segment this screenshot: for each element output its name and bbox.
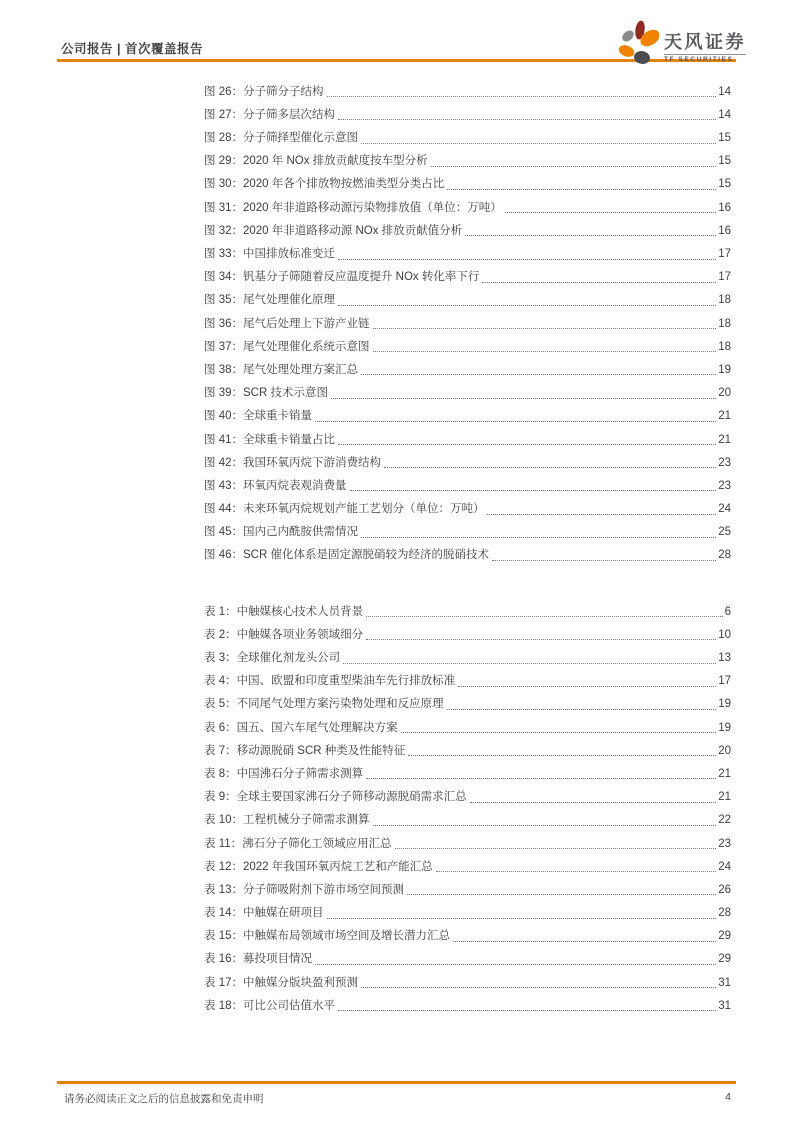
toc-entry-label: 表 16：募投项目情况 <box>204 953 312 966</box>
toc-entry-label: 表 10：工程机械分子筛需求测算 <box>204 814 370 827</box>
toc-entry-page: 17 <box>718 271 731 284</box>
figure-toc-entry[interactable] <box>204 312 731 335</box>
toc-entry-page: 19 <box>718 698 731 711</box>
toc-entry-page: 20 <box>718 744 731 757</box>
toc-entry-page: 16 <box>718 201 731 214</box>
toc-entry-page: 23 <box>718 837 731 850</box>
table-toc-entry[interactable] <box>204 670 731 693</box>
toc-entry-label: 图 35：尾气处理催化原理 <box>204 294 335 307</box>
dot-leader <box>327 918 717 919</box>
toc-entry-page: 31 <box>718 999 731 1012</box>
toc-entry-page: 14 <box>718 85 731 98</box>
dot-leader <box>366 616 723 617</box>
figure-toc-entry[interactable] <box>204 242 731 265</box>
toc-entry-page: 10 <box>718 628 731 641</box>
dot-leader <box>465 235 716 236</box>
toc-entry-label: 表 4：中国、欧盟和印度重型柴油车先行排放标准 <box>204 675 456 688</box>
toc-entry-label: 图 31：2020 年非道路移动源污染物排放值（单位：万吨） <box>204 201 502 214</box>
table-toc-entry[interactable] <box>204 948 731 971</box>
dot-leader <box>366 778 716 779</box>
dot-leader <box>436 871 716 872</box>
toc-entry-label: 图 32：2020 年非道路移动源 NOx 排放贡献值分析 <box>204 224 463 237</box>
toc-entry-page: 21 <box>718 767 731 780</box>
toc-entry-page: 21 <box>718 433 731 446</box>
figure-toc-list <box>204 80 731 567</box>
table-toc-entry[interactable] <box>204 785 731 808</box>
toc-entry-page: 17 <box>718 675 731 688</box>
toc-entry-page: 18 <box>718 294 731 307</box>
dot-leader <box>338 119 716 120</box>
toc-entry-page: 15 <box>718 132 731 145</box>
toc-entry-label: 表 18：可比公司估值水平 <box>204 999 335 1012</box>
toc-entry-page: 14 <box>718 108 731 121</box>
toc-entry-page: 13 <box>718 652 731 664</box>
toc-entry-label: 图 40：全球重卡销量 <box>204 410 312 423</box>
figure-toc-entry[interactable] <box>204 196 731 219</box>
table-toc-entry[interactable] <box>204 600 731 623</box>
toc-entry-label: 表 1：中触媒核心技术人员背景 <box>204 605 364 618</box>
dot-leader <box>458 686 716 687</box>
toc-entry-label: 表 7：移动源脱硝 SCR 种类及性能特征 <box>204 744 406 757</box>
table-toc-entry[interactable] <box>204 878 731 901</box>
toc-entry-label: 图 44：未来环氧丙烷规划产能工艺划分（单位：万吨） <box>204 503 485 516</box>
dot-leader <box>361 374 716 375</box>
figure-toc-entry[interactable] <box>204 474 731 497</box>
toc-entry-label: 图 26：分子筛分子结构 <box>204 85 324 98</box>
toc-entry-label: 图 28：分子筛择型催化示意图 <box>204 132 358 145</box>
toc-entry-label: 表 12：2022 年我国环氧丙烷工艺和产能汇总 <box>204 860 433 873</box>
toc-entry-label: 表 3：全球催化剂龙头公司 <box>204 652 341 664</box>
figure-toc-entry[interactable] <box>204 173 731 196</box>
dot-leader <box>338 259 716 260</box>
dot-leader <box>505 212 716 213</box>
toc-entry-page: 19 <box>718 721 731 734</box>
dot-leader <box>408 755 716 756</box>
dot-leader <box>407 894 716 895</box>
table-toc-entry[interactable] <box>204 994 731 1017</box>
dot-leader <box>431 166 717 167</box>
toc-entry-page: 18 <box>718 340 731 353</box>
toc-entry-page: 21 <box>718 410 731 423</box>
dot-leader <box>350 490 717 491</box>
table-toc-entry[interactable] <box>204 832 731 855</box>
figure-toc-entry[interactable] <box>204 521 731 544</box>
dot-leader <box>315 964 716 965</box>
dot-leader <box>338 305 716 306</box>
toc-entry-label: 图 41：全球重卡销量占比 <box>204 433 335 446</box>
dot-leader <box>361 537 716 538</box>
toc-entry-label: 图 27：分子筛多层次结构 <box>204 108 335 121</box>
dot-leader <box>315 421 716 422</box>
toc-entry-page: 24 <box>718 860 731 873</box>
toc-entry-label: 图 37：尾气处理催化系统示意图 <box>204 340 370 353</box>
toc-entry-label: 表 17：中触媒分版块盈利预测 <box>204 976 358 989</box>
toc-entry-page: 19 <box>718 363 731 376</box>
toc-entry-label: 表 14：中触媒在研项目 <box>204 907 324 920</box>
toc-entry-page: 17 <box>718 248 731 260</box>
figure-toc-entry[interactable] <box>204 451 731 474</box>
toc-entry-label: 图 45：国内己内酰胺供需情况 <box>204 526 358 539</box>
toc-entry-label: 表 9：全球主要国家沸石分子筛移动源脱硝需求汇总 <box>204 791 467 804</box>
dot-leader <box>395 848 717 849</box>
table-toc-entry[interactable] <box>204 855 731 878</box>
toc-content <box>204 80 731 1017</box>
figure-toc-entry[interactable] <box>204 381 731 404</box>
brand-name: 天风证券 <box>664 32 746 52</box>
toc-entry-label: 图 30：2020 年各个排放物按燃油类型分类占比 <box>204 178 445 191</box>
toc-entry-label: 图 42：我国环氧丙烷下游消费结构 <box>204 456 381 469</box>
toc-entry-page: 18 <box>718 317 731 330</box>
figure-toc-entry[interactable] <box>204 405 731 428</box>
figure-toc-entry[interactable] <box>204 150 731 173</box>
toc-entry-page: 24 <box>718 503 731 516</box>
table-toc-entry[interactable] <box>204 623 731 646</box>
dot-leader <box>338 444 716 445</box>
figure-toc-entry[interactable] <box>204 103 731 126</box>
dot-leader <box>470 802 717 803</box>
brand-subtitle: TF SECURITIES <box>664 54 746 64</box>
toc-entry-page: 31 <box>718 976 731 989</box>
table-toc-list <box>204 600 731 1017</box>
figure-toc-entry[interactable] <box>204 80 731 103</box>
toc-entry-label: 图 29：2020 年 NOx 排放贡献度按车型分析 <box>204 155 428 168</box>
toc-entry-label: 图 43：环氧丙烷表观消费量 <box>204 479 347 492</box>
footer-divider <box>57 1081 736 1084</box>
dot-leader <box>384 467 716 468</box>
toc-entry-label: 图 39：SCR 技术示意图 <box>204 387 328 400</box>
dot-leader <box>327 96 717 97</box>
dot-leader <box>487 514 716 515</box>
brand-text <box>664 33 746 63</box>
toc-entry-label: 表 13：分子筛吸附剂下游市场空间预测 <box>204 883 404 896</box>
table-toc-entry[interactable] <box>204 925 731 948</box>
dot-leader <box>482 282 716 283</box>
tf-flower-icon <box>617 20 659 64</box>
report-type-label: 公司报告 | 首次覆盖报告 <box>61 42 203 56</box>
figure-toc-entry[interactable] <box>204 266 731 289</box>
toc-entry-page: 26 <box>718 883 731 896</box>
toc-entry-page: 23 <box>718 456 731 469</box>
table-toc-entry[interactable] <box>204 646 731 669</box>
figure-toc-entry[interactable] <box>204 358 731 381</box>
toc-entry-page: 29 <box>718 953 731 966</box>
figure-toc-entry[interactable] <box>204 428 731 451</box>
toc-entry-page: 22 <box>718 814 731 827</box>
toc-entry-page: 29 <box>718 930 731 943</box>
toc-entry-label: 表 15：中触媒布局领域市场空间及增长潜力汇总 <box>204 930 450 943</box>
toc-entry-page: 15 <box>718 178 731 191</box>
figure-toc-entry[interactable] <box>204 219 731 242</box>
toc-entry-page: 16 <box>718 224 731 237</box>
dot-leader <box>338 1010 716 1011</box>
toc-entry-label: 表 8：中国沸石分子筛需求测算 <box>204 767 364 780</box>
toc-entry-label: 图 33：中国排放标准变迁 <box>204 248 335 260</box>
dot-leader <box>331 398 716 399</box>
toc-entry-label: 表 6：国五、国六车尾气处理解决方案 <box>204 721 398 734</box>
dot-leader <box>343 663 716 664</box>
toc-entry-page: 21 <box>718 791 731 804</box>
toc-entry-page: 20 <box>718 387 731 400</box>
toc-entry-label: 表 2：中触媒各项业务领域细分 <box>204 628 364 641</box>
toc-entry-page: 28 <box>718 907 731 920</box>
toc-entry-page: 28 <box>718 549 731 562</box>
figure-toc-entry[interactable] <box>204 289 731 312</box>
toc-entry-label: 图 38：尾气处理处理方案汇总 <box>204 363 358 376</box>
table-toc-entry[interactable] <box>204 971 731 994</box>
toc-entry-page: 15 <box>718 155 731 168</box>
dot-leader <box>361 143 716 144</box>
toc-entry-label: 图 36：尾气后处理上下游产业链 <box>204 317 370 330</box>
dot-leader <box>373 351 717 352</box>
toc-entry-page: 6 <box>724 605 731 618</box>
toc-entry-page: 23 <box>718 479 731 492</box>
dot-leader <box>361 987 716 988</box>
dot-leader <box>447 709 717 710</box>
table-toc-entry[interactable] <box>204 901 731 924</box>
dot-leader <box>366 639 716 640</box>
page-number: 4 <box>725 1091 731 1103</box>
dot-leader <box>447 189 716 190</box>
toc-entry-label: 图 46：SCR 催化体系是固定源脱硝较为经济的脱硝技术 <box>204 549 489 562</box>
figure-toc-entry[interactable] <box>204 126 731 149</box>
table-toc-entry[interactable] <box>204 762 731 785</box>
figure-toc-entry[interactable] <box>204 335 731 358</box>
dot-leader <box>373 825 717 826</box>
dot-leader <box>373 328 717 329</box>
figure-toc-entry[interactable] <box>204 497 731 520</box>
dot-leader <box>492 560 716 561</box>
dot-leader <box>401 732 717 733</box>
toc-entry-label: 图 34：钒基分子筛随着反应温度提升 NOx 转化率下行 <box>204 271 480 284</box>
toc-entry-label: 表 5：不同尾气处理方案污染物处理和反应原理 <box>204 698 444 711</box>
disclaimer-text: 请务必阅读正文之后的信息披露和免责申明 <box>64 1093 264 1105</box>
table-toc-entry[interactable] <box>204 693 731 716</box>
brand-logo <box>617 20 746 64</box>
dot-leader <box>453 941 716 942</box>
table-toc-entry[interactable] <box>204 716 731 739</box>
toc-entry-label: 表 11：沸石分子筛化工领域应用汇总 <box>204 837 392 850</box>
figure-toc-entry[interactable] <box>204 544 731 567</box>
table-toc-entry[interactable] <box>204 809 731 832</box>
table-toc-entry[interactable] <box>204 739 731 762</box>
toc-entry-page: 25 <box>718 526 731 539</box>
